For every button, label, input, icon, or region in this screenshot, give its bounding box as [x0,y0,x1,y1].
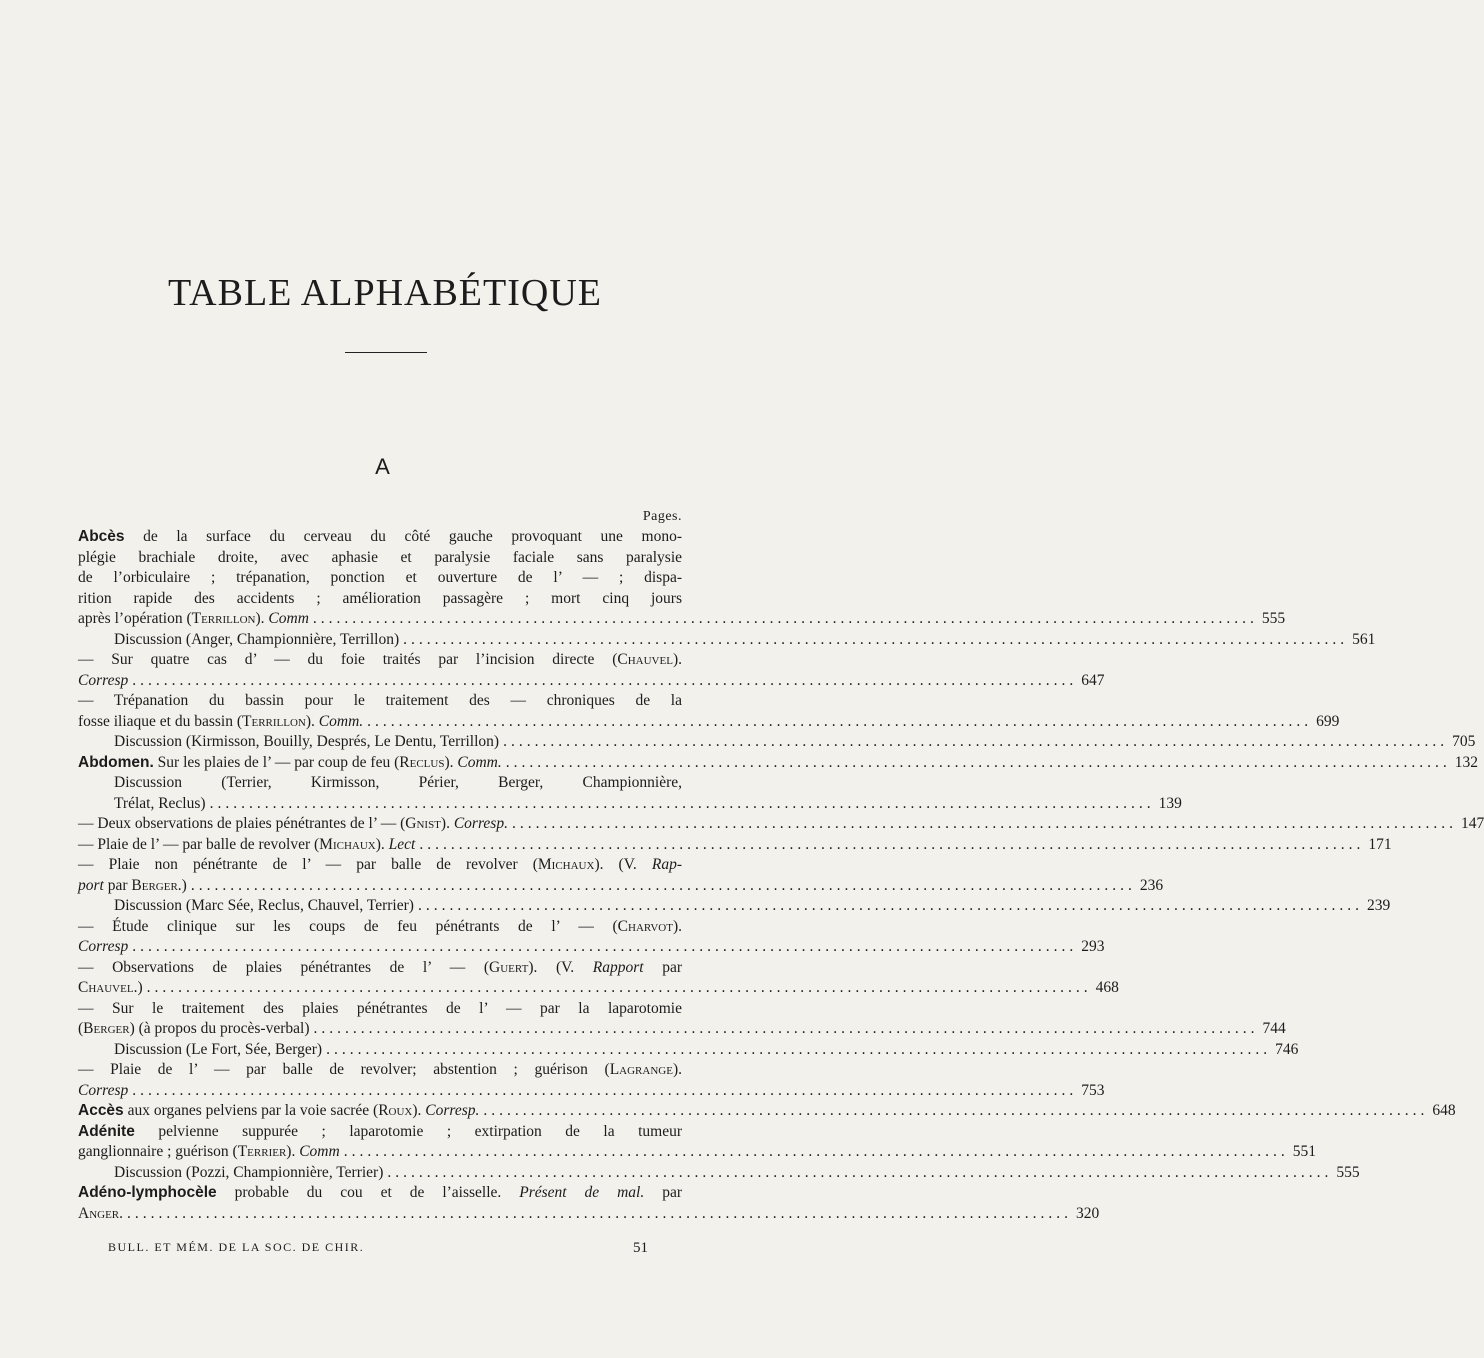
pages-column-header: Pages. [642,509,682,524]
entry-text: Discussion (Kirmisson, Bouilly, Després, Le Dentu, Terrillon) [114,733,500,750]
page-number: 551 [1292,1143,1316,1160]
entry-text: Berger [131,876,178,894]
entry-text: de l’orbiculaire ; trépanation, ponction et ouverture de l’ — ; dispa- [78,569,682,586]
entry-text: par [644,1184,682,1201]
index-line-text [78,1204,123,1225]
entry-text: Corresp [78,671,129,689]
index-line [78,814,1484,835]
entry-text: Chauvel [617,651,673,668]
dot-leader: ........................................................................................................................ [127,1204,1073,1222]
index-entries [78,527,1484,1224]
index-line-text [78,549,682,566]
index-line-text [78,856,682,873]
index-line [78,609,1286,630]
page-number: 239 [1366,897,1391,914]
dot-leader: ........................................................................................................................ [190,876,1136,894]
dot-leader: ........................................................................................................................ [419,835,1365,853]
entry-text: probable du cou et de l’aisselle. [216,1184,520,1201]
entry-text: ). (V. [594,856,652,873]
index-line-text [78,918,682,935]
entry-text: de la surface du cerveau du côté gauche provoquant une mono- [124,528,682,545]
signature-mark: 51 [633,1240,648,1256]
index-line-text [78,1184,682,1201]
entry-text: Lagrange [609,1061,673,1078]
dot-leader: ........................................................................................................................ [503,733,1449,750]
index-line-text [78,1081,128,1102]
entry-text: ). [286,1143,300,1160]
index-line-text [78,590,682,607]
index-line [78,712,1340,733]
page-number: 171 [1368,835,1392,853]
index-line-text [78,1000,682,1017]
entry-text: — Sur quatre cas d’ — du foie traités par l’incision directe ( [78,651,618,668]
entry-text: — Sur le traitement des plaies pénétrantes de l’ — par la laparotomie [78,999,682,1017]
dot-leader: ........................................................................................................................ [312,610,1258,627]
page-number: 746 [1275,1040,1299,1058]
entry-keyword: Abcès [78,528,125,545]
page-number: 561 [1352,630,1376,648]
index-line-text [78,937,128,958]
index-line-text [78,569,682,586]
entry-text: Rap- [651,856,682,873]
entry-text: Comm [268,610,309,627]
index-line [78,548,682,569]
index-line-text [78,651,682,668]
entry-text: ). [444,753,458,771]
entry-keyword: Adéno-lymphocèle [78,1184,217,1201]
entry-text: ). [412,1102,426,1119]
page-number: 139 [1158,794,1182,812]
entry-text: .) [177,876,187,894]
entry-text: Corresp [78,1081,129,1099]
dot-leader: ........................................................................................................................ [403,630,1349,648]
index-line [78,978,1119,999]
entry-text: aux organes pelviens par la voie sacrée ( [123,1102,379,1119]
entry-text: Roux [378,1102,413,1119]
entry-text: Comm [299,1143,340,1160]
dot-leader: ........................................................................................................................ [483,1102,1429,1119]
entry-text: après l’opération ( [78,610,192,627]
index-line [78,753,1478,774]
index-line [78,958,682,979]
index-line [78,691,682,712]
entry-text: Discussion (Anger, Championnière, Terrillon) [114,630,400,648]
index-line-text [78,753,502,774]
index-line-text [78,876,187,897]
entry-text: pelvienne suppurée ; laparotomie ; extirpation de la tumeur [134,1122,682,1140]
dot-leader: ........................................................................................................................ [132,671,1078,689]
entry-text: Comm. [318,712,364,730]
entry-text: ). [255,610,269,627]
entry-text: — Deux observations de plaies pénétrantes de l’ — ( [78,815,406,832]
index-line [78,527,682,548]
dot-leader: ........................................................................................................................ [367,712,1313,730]
page-number: 147 [1460,815,1484,832]
entry-text: Trélat, Reclus) [114,794,206,812]
index-line [78,896,1391,917]
entry-text: Rapport [592,958,644,976]
entry-text: ). [440,815,454,832]
index-line-text [78,978,143,999]
index-line-text [114,732,499,753]
entry-keyword: Accès [78,1102,124,1119]
index-line [78,671,1105,692]
entry-text: Sur les plaies de l’ — par coup de feu ( [153,753,400,771]
index-line [78,1081,1105,1102]
dot-leader: ........................................................................................................................ [313,1020,1259,1037]
page-number: 293 [1081,938,1105,955]
dot-leader: ........................................................................................................................ [209,794,1155,812]
index-line-text [114,1040,322,1061]
index-line [78,1122,682,1143]
index-line [78,1183,682,1204]
index-line [78,773,682,794]
entry-text: ). [305,712,319,730]
index-line [78,589,682,610]
index-line-text [78,528,682,545]
entry-text: par [103,876,132,894]
entry-text: fosse iliaque et du bassin ( [78,712,243,730]
entry-text: Discussion (Pozzi, Championnière, Terrier) [114,1163,384,1181]
entry-text: rition rapide des accidents ; amélioration passagère ; mort cinq jours [78,589,682,607]
entry-text: ). [672,651,682,668]
entry-text: — Observations de plaies pénétrantes de l’ — ( [78,958,490,976]
entry-keyword: Abdomen. [78,753,154,771]
index-line-text [78,609,309,630]
index-line [78,794,1182,815]
entry-text: Lect [388,835,416,853]
entry-text: Corresp [78,938,129,955]
index-line-text [78,1142,340,1163]
page-number: 744 [1262,1020,1286,1037]
index-line [78,1204,1100,1225]
entry-text: Berger [83,1020,130,1037]
entry-text: Discussion (Marc Sée, Reclus, Chauvel, Terrier) [114,897,414,914]
index-line-text [78,1019,309,1040]
dot-leader: ........................................................................................................................ [132,1081,1078,1099]
entry-text: ( [78,1020,84,1037]
index-line-text [78,1123,682,1140]
dot-leader: ........................................................................................................................ [343,1143,1289,1160]
entry-text: Corresp. [425,1102,480,1119]
index-line-text [78,1061,682,1078]
entry-text: Terrillon [191,610,256,627]
page-footer [108,1240,648,1257]
entry-text: par [643,958,682,976]
index-line-text [78,814,508,835]
entry-text: Guert [489,958,529,976]
page-number: 555 [1261,610,1286,627]
entry-keyword: Adénite [78,1122,135,1140]
page-number: 555 [1336,1163,1360,1181]
index-line [78,876,1164,897]
entry-text: . [119,1204,124,1222]
index-line [78,855,682,876]
running-title: BULL. ET MÉM. DE LA SOC. DE CHIR. [108,1240,365,1254]
entry-text: Charvot [617,917,673,935]
index-line-text [78,692,682,709]
entry-text: Terrillon [242,712,306,730]
entry-text: Michaux [537,856,595,873]
entry-text: Gnist [405,815,441,832]
index-line [78,1163,1360,1184]
index-line-text [114,896,414,917]
entry-text: — Plaie de l’ — par balle de revolver; abstention ; guérison ( [78,1061,610,1078]
dot-leader: ........................................................................................................................ [505,753,1451,771]
index-line [78,630,1376,651]
entry-text: ganglionnaire ; guérison ( [78,1143,238,1160]
index-line-text [78,712,363,733]
dot-leader: ........................................................................................................................ [511,815,1457,832]
entry-text: Discussion (Terrier, Kirmisson, Périer, Berger, Championnière, [114,774,682,791]
index-line [78,917,682,938]
entry-text: — Plaie non pénétrante de l’ — par balle de revolver ( [78,856,538,873]
entry-text: ). [375,835,389,853]
entry-text: Corresp. [453,815,508,832]
index-line-text [78,959,682,976]
entry-text: port [78,876,104,894]
index-line-text [114,630,399,651]
entry-text: — Étude clinique sur les coups de feu pénétrants de l’ — ( [78,917,618,935]
entry-text: Terrier [237,1143,287,1160]
entry-text: .) [133,979,143,996]
index-line [78,999,682,1020]
index-line [78,1142,1316,1163]
page-number: 753 [1081,1081,1105,1099]
index-line-text [114,794,206,815]
entry-text: Anger [78,1204,120,1222]
page-number: 320 [1076,1204,1100,1222]
entry-text: ). [672,1061,682,1078]
entry-text: Comm. [457,753,502,771]
entry-text: ). [672,917,682,935]
page-number: 647 [1081,671,1105,689]
index-line [78,1040,1299,1061]
entry-text: — Trépanation du bassin pour le traitement des — chroniques de la [78,692,682,709]
entry-text: ) (à propos du procès-verbal) [129,1020,310,1037]
entry-text: ). (V. [528,958,593,976]
dot-leader: ........................................................................................................................ [326,1040,1272,1058]
entry-text: Chauvel [78,979,134,996]
index-line [78,835,1392,856]
index-line-text [78,835,415,856]
page-number: 132 [1454,753,1478,771]
index-line-text [114,1163,383,1184]
index-line [78,937,1105,958]
index-line [78,568,682,589]
index-line-text [78,1101,479,1122]
section-letter: A [375,454,390,479]
entry-text: — Plaie de l’ — par balle de revolver ( [78,835,320,853]
page-number: 705 [1452,733,1476,750]
page-number: 236 [1139,876,1164,894]
entry-text: Reclus [399,753,445,771]
index-line [78,1019,1286,1040]
index-line-text [78,671,128,692]
dot-leader: ........................................................................................................................ [146,979,1092,996]
entry-text: Présent de mal. [519,1184,645,1201]
page-number: 468 [1095,979,1119,996]
title-rule [345,352,427,353]
dot-leader: ........................................................................................................................ [132,938,1078,955]
index-line [78,650,682,671]
entry-text: plégie brachiale droite, avec aphasie et paralysie faciale sans paralysie [78,548,682,566]
dot-leader: ........................................................................................................................ [417,897,1363,914]
index-line [78,1060,682,1081]
entry-text: Discussion (Le Fort, Sée, Berger) [114,1040,323,1058]
page-number: 699 [1316,712,1340,730]
index-line [78,732,1476,753]
page-title: TABLE ALPHABÉTIQUE [168,272,602,315]
index-line [78,1101,1456,1122]
entry-text: Michaux [319,835,376,853]
page-number: 648 [1432,1102,1456,1119]
dot-leader: ........................................................................................................................ [387,1163,1333,1181]
index-line-text [114,774,682,791]
